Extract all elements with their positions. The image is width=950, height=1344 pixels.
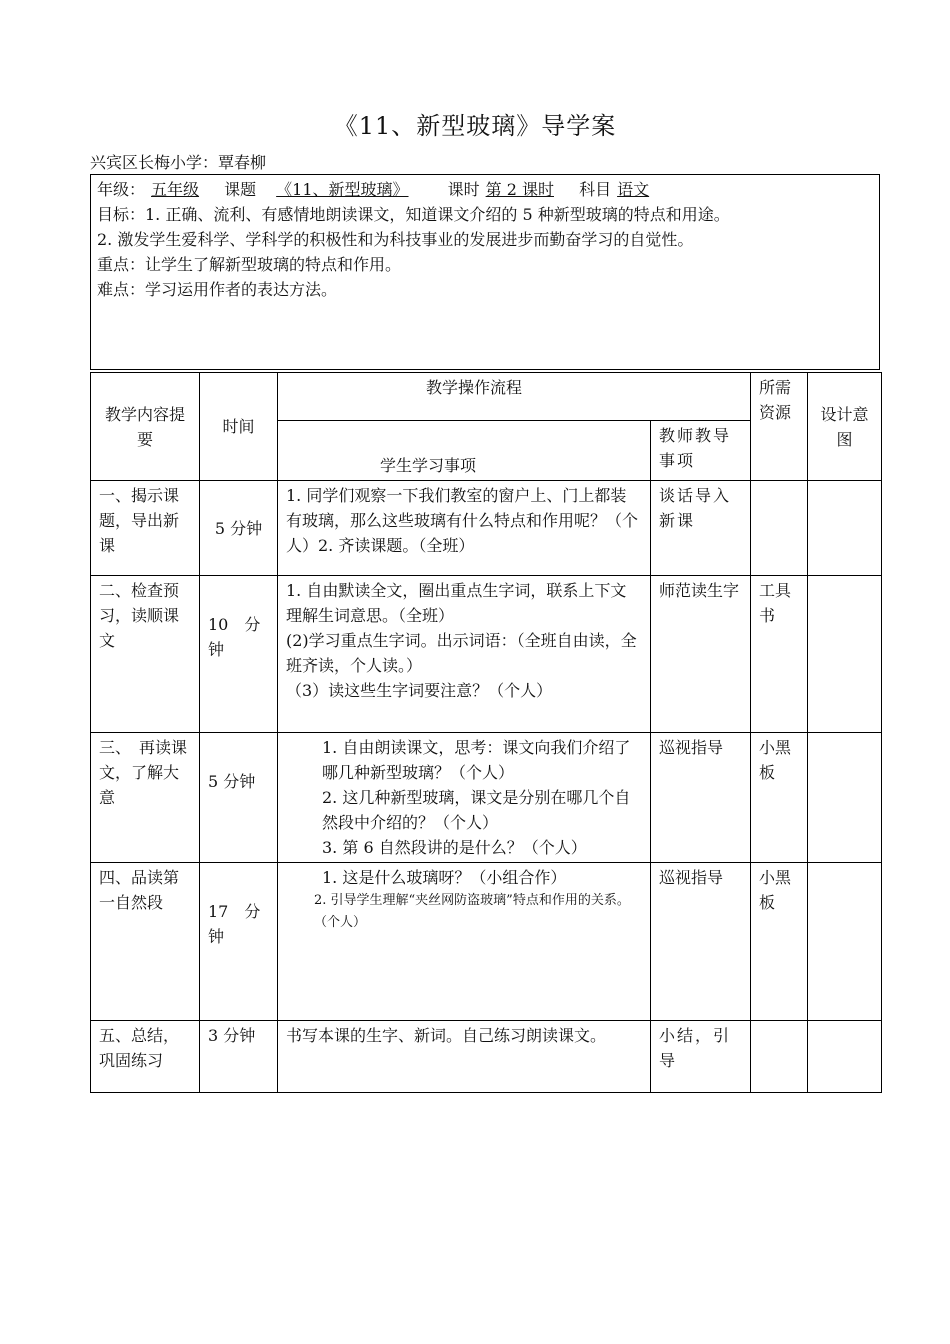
period-value: 第 2 课时 — [485, 180, 554, 199]
difficulty: 难点：学习运用作者的表达方法。 — [97, 280, 338, 299]
row-content: 三、 再读课文，了解大意 — [91, 733, 200, 863]
student-item: 3. 第 6 自然段讲的是什么？（个人） — [322, 838, 587, 857]
row-time: 17 分钟 — [200, 863, 278, 1021]
table-row — [91, 481, 882, 576]
student-item: 1. 自由朗读课文，思考：课文向我们介绍了哪几种新型玻璃？（个人） — [322, 738, 631, 782]
lesson-info-box — [90, 174, 880, 370]
header-student: 学生学习事项 — [278, 421, 651, 481]
goal-1: 目标：1. 正确、流利、有感情地朗读课文，知道课文介绍的 5 种新型玻璃的特点和用途。 — [97, 205, 730, 224]
row-time: 10 分钟 — [200, 576, 278, 733]
row-resources: 工具书 — [751, 576, 808, 733]
table-row — [91, 733, 882, 863]
row-content: 四、品读第一自然段 — [91, 863, 200, 1021]
student-item: 2. 引导学生理解“夹丝网防盗玻璃”特点和作用的关系。（个人） — [314, 893, 630, 930]
row-student — [278, 733, 651, 863]
row-resources — [751, 481, 808, 576]
row-design — [808, 1021, 882, 1093]
row-content: 一、揭示课题，导出新课 — [91, 481, 200, 576]
author-line: 兴宾区长梅小学：覃春柳 — [90, 153, 267, 172]
student-item: （3）读这些生字词要注意？（个人） — [286, 681, 553, 700]
row-design — [808, 576, 882, 733]
grade-value: 五年级 — [151, 180, 200, 199]
lesson-meta-line — [97, 177, 873, 202]
goal-2: 2. 激发学生爱科学、学科学的积极性和为科技事业的发展进步而勤奋学习的自觉性。 — [97, 230, 694, 249]
page-title: 《11、新型玻璃》导学案 — [333, 112, 617, 140]
row-resources: 小黑板 — [751, 733, 808, 863]
row-resources — [751, 1021, 808, 1093]
row-teacher: 小结，引导 — [651, 1021, 751, 1093]
header-content: 教学内容提要 — [91, 373, 200, 481]
row-design — [808, 481, 882, 576]
subject-value: 语文 — [617, 180, 650, 199]
header-flow: 教学操作流程 — [278, 373, 751, 421]
header-design: 设计意图 — [808, 373, 882, 481]
row-content: 二、检查预习，读顺课文 — [91, 576, 200, 733]
row-student — [278, 863, 651, 1021]
row-time: 5 分钟 — [200, 733, 278, 863]
student-item: 1. 同学们观察一下我们教室的窗户上、门上都装有玻璃，那么这些玻璃有什么特点和作用呢？（个人）2. 齐读课题。（全班） — [286, 486, 639, 555]
student-item: 书写本课的生字、新词。自己练习朗读课文。 — [286, 1026, 607, 1045]
row-teacher: 巡视指导 — [651, 733, 751, 863]
header-time: 时间 — [200, 373, 278, 481]
row-teacher: 巡视指导 — [651, 863, 751, 1021]
topic-label: 课题 — [224, 180, 257, 199]
row-student — [278, 1021, 651, 1093]
student-item: 1. 自由默读全文，圈出重点生字词，联系上下文理解生词意思。（全班） — [286, 581, 627, 625]
subject-label: 科目 — [579, 180, 612, 199]
key-point: 重点：让学生了解新型玻璃的特点和作用。 — [97, 255, 402, 274]
row-design — [808, 733, 882, 863]
table-row — [91, 576, 882, 733]
period-label: 课时 — [447, 180, 480, 199]
student-item: 2. 这几种新型玻璃，课文是分别在哪几个自然段中介绍的？（个人） — [322, 788, 631, 832]
row-teacher: 师范读生字 — [651, 576, 751, 733]
student-item: 1. 这是什么玻璃呀？（小组合作） — [322, 868, 567, 887]
row-resources: 小黑板 — [751, 863, 808, 1021]
table-row — [91, 863, 882, 1021]
header-teacher: 教师教导事项 — [651, 421, 751, 481]
student-item: (2)学习重点生字词。出示词语：（全班自由读，全班齐读，个人读。） — [286, 631, 637, 675]
header-resources: 所需资源 — [751, 373, 808, 481]
row-time: 3 分钟 — [200, 1021, 278, 1093]
row-teacher: 谈话导入新课 — [651, 481, 751, 576]
table-row — [91, 1021, 882, 1093]
lesson-flow-table — [90, 372, 882, 1093]
row-content: 五、总结，巩固练习 — [91, 1021, 200, 1093]
topic-value: 《11、新型玻璃》 — [276, 180, 409, 199]
grade-label: 年级： — [97, 180, 146, 199]
row-student — [278, 576, 651, 733]
row-time: 5 分钟 — [200, 481, 278, 576]
row-design — [808, 863, 882, 1021]
row-student — [278, 481, 651, 576]
